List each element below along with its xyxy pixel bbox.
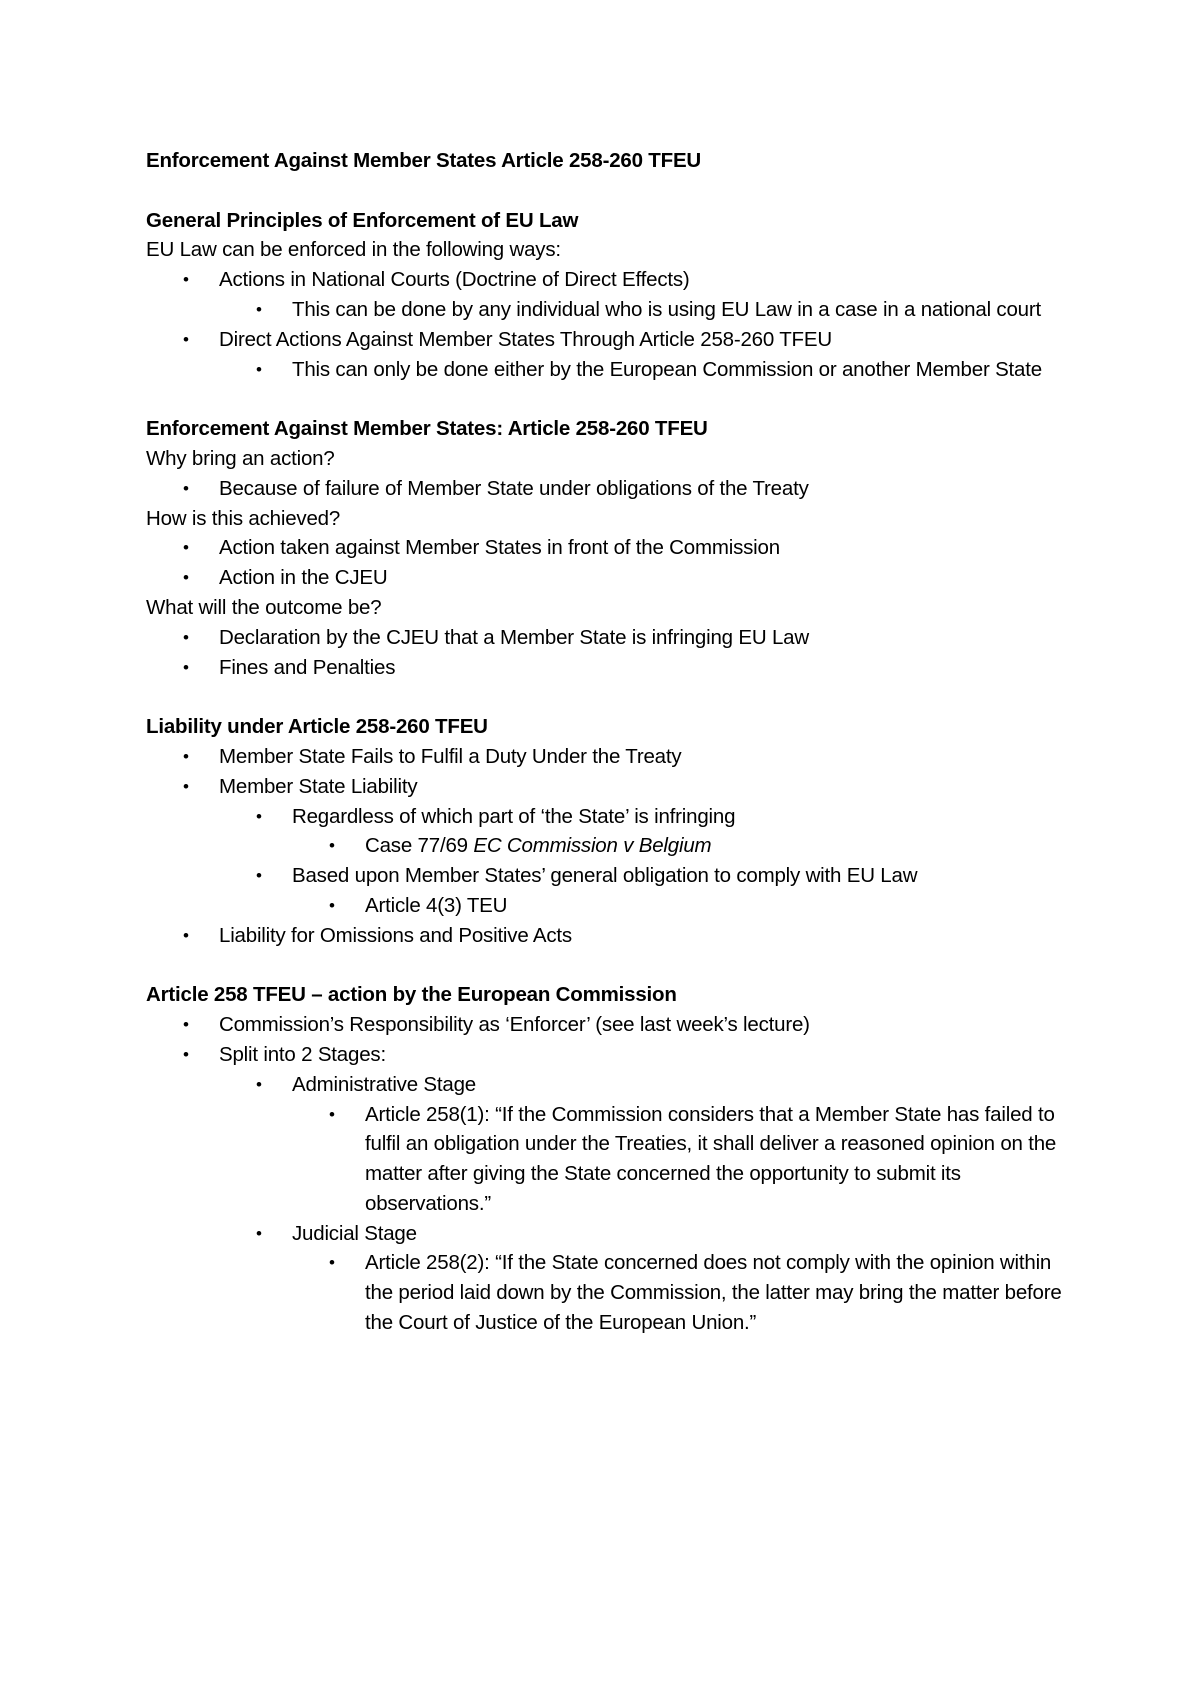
case-name: EC Commission v Belgium: [473, 834, 712, 858]
list-item-text: Fines and Penalties: [219, 655, 396, 679]
section-heading-general-principles: General Principles of Enforcement of EU Law: [146, 208, 579, 232]
section-heading-liability: Liability under Article 258-260 TFEU: [146, 715, 488, 739]
bullet-icon: •: [183, 568, 189, 588]
list-item: [146, 623, 1086, 653]
list-item: [146, 474, 1086, 504]
list-item: [146, 653, 1086, 683]
list-item-text: Judicial Stage: [292, 1221, 417, 1245]
list-item: [146, 1248, 1065, 1337]
list-item: [146, 533, 1086, 563]
list-item: [146, 742, 1086, 772]
list-item-text: Actions in National Courts (Doctrine of Direct Effects): [219, 268, 690, 292]
list-item-text: Direct Actions Against Member States Through Article 258-260 TFEU: [219, 327, 832, 351]
list-item: [146, 891, 1086, 921]
document-title: Enforcement Against Member States Article 258-260 TFEU: [146, 149, 702, 172]
bullet-icon: •: [256, 1074, 262, 1094]
spacer: [146, 682, 1086, 712]
list-item-text: This can be done by any individual who is using EU Law in a case in a national court: [292, 297, 1041, 321]
list-item-text: Split into 2 Stages:: [219, 1042, 386, 1066]
list-item: [146, 921, 1086, 951]
list-item: [146, 802, 1086, 832]
list-item-text: Action taken against Member States in front of the Commission: [219, 536, 780, 560]
section-heading-enforcement: Enforcement Against Member States: Article 258-260 TFEU: [146, 417, 708, 441]
list-item: [146, 1070, 1086, 1100]
bullet-icon: •: [256, 359, 262, 379]
bullet-icon: •: [183, 538, 189, 558]
bullet-icon: •: [183, 627, 189, 647]
list-item-text: Based upon Member States’ general obligation to comply with EU Law: [292, 864, 918, 888]
quote-text: Article 258(2): “If the State concerned does not comply with the opinion within the period laid down by the Commission, the latter may bring the matter before the Court of Justice of the European Union.”: [365, 1251, 1062, 1335]
list-item: [146, 325, 1086, 355]
spacer: [146, 384, 1086, 414]
list-item-text: Liability for Omissions and Positive Acts: [219, 923, 572, 947]
bullet-icon: •: [183, 270, 189, 290]
bullet-icon: •: [329, 1104, 335, 1124]
list-item: [146, 1040, 1086, 1070]
list-item-text: Commission’s Responsibility as ‘Enforcer’ (see last week’s lecture): [219, 1013, 810, 1037]
bullet-icon: •: [183, 776, 189, 796]
list-item: [146, 295, 1092, 325]
list-item: [146, 563, 1086, 593]
quote-text: Article 258(1): “If the Commission considers that a Member State has failed to fulfil an obligation under the Treaties, it shall deliver a reasoned opinion on the matter after giving the State concerned the opportunity to submit its observations.”: [365, 1102, 1057, 1215]
list-item: [146, 831, 1086, 861]
list-item-text: Action in the CJEU: [219, 566, 388, 590]
list-item-text: Member State Liability: [219, 774, 418, 798]
bullet-icon: •: [183, 478, 189, 498]
bullet-icon: •: [329, 895, 335, 915]
bullet-icon: •: [329, 1253, 335, 1273]
bullet-icon: •: [256, 806, 262, 826]
bullet-icon: •: [183, 925, 189, 945]
document-page: [146, 146, 1086, 1338]
bullet-icon: •: [329, 836, 335, 856]
question-text: Why bring an action?: [146, 446, 335, 470]
section-heading-article-258: Article 258 TFEU – action by the European Commission: [146, 983, 677, 1007]
list-item: [146, 1219, 1086, 1249]
list-item-text: Declaration by the CJEU that a Member State is infringing EU Law: [219, 625, 809, 649]
question-text: How is this achieved?: [146, 506, 341, 530]
list-item-text: Article 4(3) TEU: [365, 893, 508, 917]
list-item-text: Regardless of which part of ‘the State’ is infringing: [292, 804, 736, 828]
bullet-icon: •: [256, 299, 262, 319]
bullet-icon: •: [183, 1015, 189, 1035]
spacer: [146, 176, 1086, 206]
list-item-text: This can only be done either by the European Commission or another Member State: [292, 357, 1042, 381]
bullet-icon: •: [256, 1223, 262, 1243]
list-item: [146, 355, 1052, 385]
list-item-text: Administrative Stage: [292, 1072, 477, 1096]
bullet-icon: •: [183, 329, 189, 349]
bullet-icon: •: [183, 657, 189, 677]
list-item: [146, 1010, 1086, 1040]
list-item: [146, 1100, 1065, 1219]
question-text: What will the outcome be?: [146, 595, 382, 619]
list-item-text: Because of failure of Member State under obligations of the Treaty: [219, 476, 809, 500]
list-item-text: Member State Fails to Fulfil a Duty Under the Treaty: [219, 744, 682, 768]
bullet-icon: •: [256, 866, 262, 886]
spacer: [146, 951, 1086, 981]
bullet-icon: •: [183, 1044, 189, 1064]
list-item: [146, 772, 1086, 802]
list-item: [146, 861, 1086, 891]
bullet-icon: •: [183, 746, 189, 766]
list-item: [146, 265, 1086, 295]
case-number: Case 77/69: [365, 834, 474, 858]
section-intro: EU Law can be enforced in the following ways:: [146, 238, 561, 262]
